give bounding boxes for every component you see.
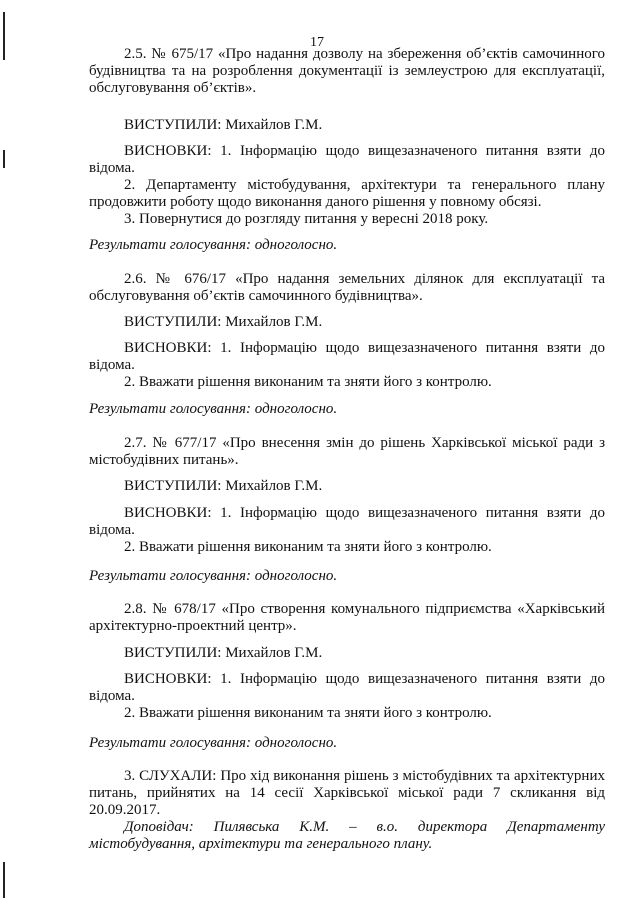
section-2-8-conclusion-2: 2. Вважати рішення виконаним та зняти його з контролю.	[124, 705, 492, 721]
section-2-5-conclusion-1: ВИСНОВКИ: 1. Інформацію щодо вищезазначеного питання взяти до відома.	[89, 143, 605, 176]
page-number: 17	[310, 35, 324, 50]
section-2-7-conclusion-1: ВИСНОВКИ: 1. Інформацію щодо вищезазначеного питання взяти до відома.	[89, 505, 605, 538]
section-2-5-conclusion-2: 2. Департаменту містобудування, архітектури та генерального плану продовжити роботу щодо виконання даного рішення у повному обсязі.	[89, 177, 605, 210]
section-2-8-conclusion-1: ВИСНОВКИ: 1. Інформацію щодо вищезазначеного питання взяти до відома.	[89, 671, 605, 704]
scan-edge-mark	[3, 862, 5, 898]
section-2-6-conclusion-2: 2. Вважати рішення виконаним та зняти його з контролю.	[124, 374, 492, 390]
section-2-6-speakers: ВИСТУПИЛИ: Михайлов Г.М.	[124, 314, 323, 330]
section-2-7-conclusion-2: 2. Вважати рішення виконаним та зняти його з контролю.	[124, 539, 492, 555]
section-2-8-vote-result: Результати голосування: одноголосно.	[89, 735, 338, 751]
section-2-5-vote-result: Результати голосування: одноголосно.	[89, 237, 338, 253]
section-2-5-heading: 2.5. № 675/17 «Про надання дозволу на збереження об’єктів самочинного будівництва та на розроблення документації із землеустрою для експлуатації, обслуговування об’єктів».	[89, 46, 605, 96]
section-2-8-heading: 2.8. № 678/17 «Про створення комунального підприємства «Харківський архітектурно-проектний центр».	[89, 601, 605, 634]
section-2-8-speakers: ВИСТУПИЛИ: Михайлов Г.М.	[124, 645, 323, 661]
item-3-heard: 3. СЛУХАЛИ: Про хід виконання рішень з містобудівних та архітектурних питань, прийнятих на 14 сесії Харківської міської ради 7 скликання від 20.09.2017.	[89, 768, 605, 818]
section-2-5-speakers: ВИСТУПИЛИ: Михайлов Г.М.	[124, 117, 323, 133]
section-2-5-conclusion-3: 3. Повернутися до розгляду питання у вересні 2018 року.	[124, 211, 489, 227]
section-2-7-heading: 2.7. № 677/17 «Про внесення змін до рішень Харківської міської ради з містобудівних питань».	[89, 435, 605, 468]
item-3-reporter: Доповідач: Пилявська К.М. – в.о. директора Департаменту містобудування, архітектури та генерального плану.	[89, 819, 605, 852]
section-2-7-vote-result: Результати голосування: одноголосно.	[89, 568, 338, 584]
section-2-6-vote-result: Результати голосування: одноголосно.	[89, 401, 338, 417]
section-2-6-heading: 2.6. № 676/17 «Про надання земельних ділянок для експлуатації та обслуговування об’єктів самочинного будівництва».	[89, 271, 605, 304]
section-2-7-speakers: ВИСТУПИЛИ: Михайлов Г.М.	[124, 478, 323, 494]
scan-edge-mark	[3, 150, 5, 168]
section-2-6-conclusion-1: ВИСНОВКИ: 1. Інформацію щодо вищезазначеного питання взяти до відома.	[89, 340, 605, 373]
